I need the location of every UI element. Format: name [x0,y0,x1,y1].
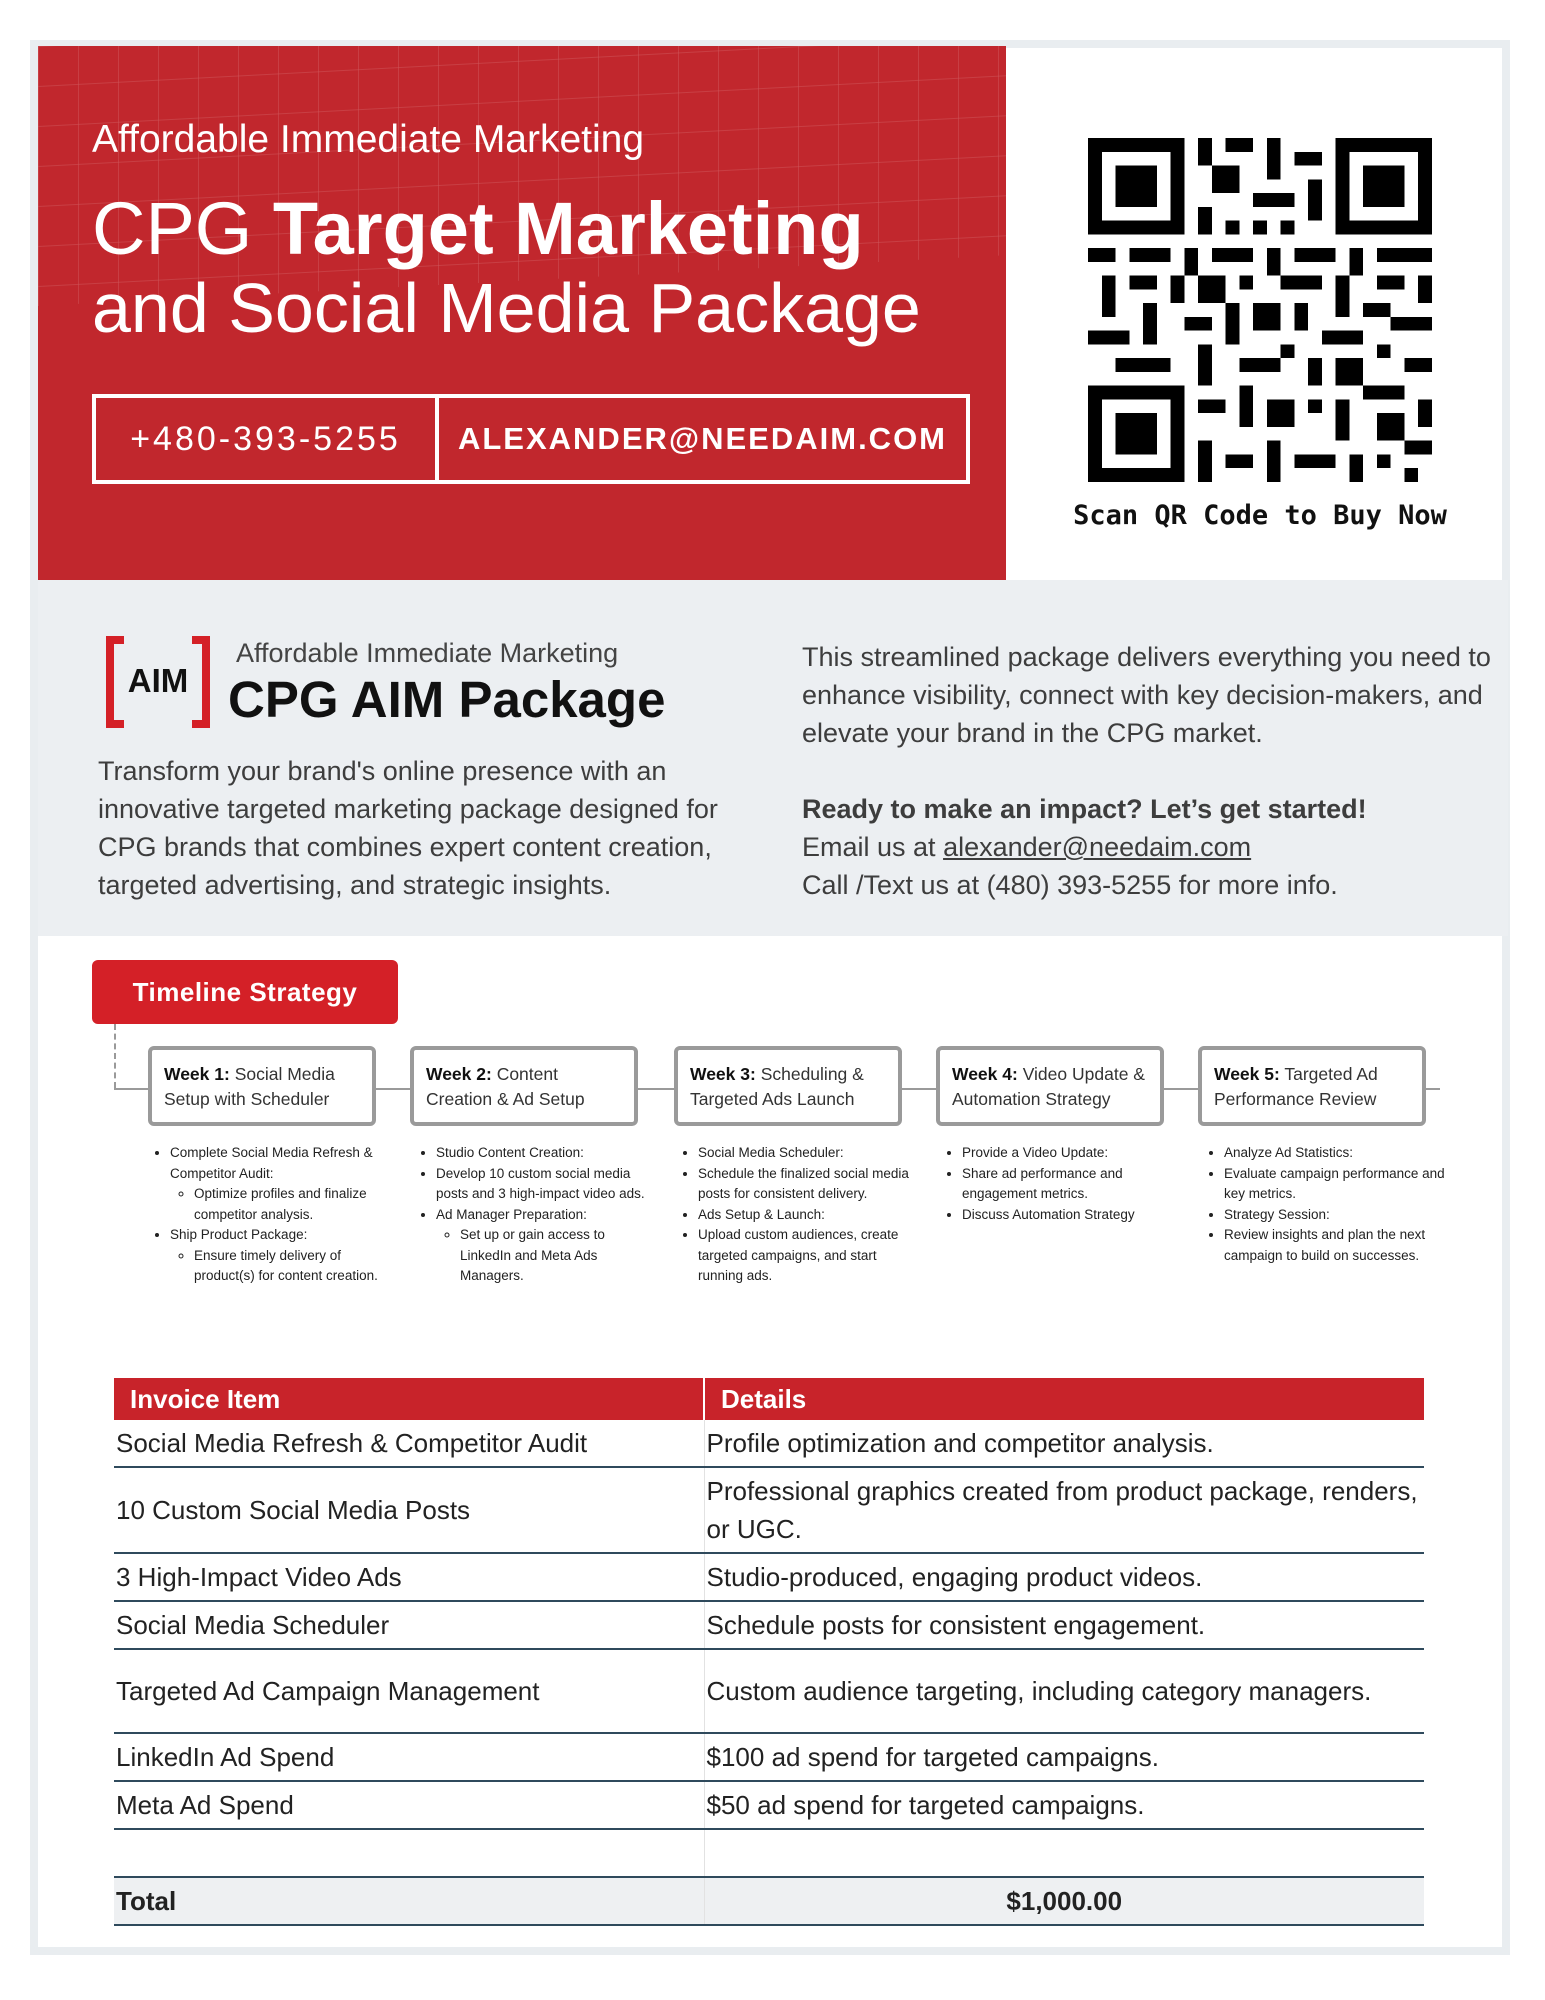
week-title: Video Update & Automation Strategy [952,1064,1145,1109]
week-1-tasks [152,1143,392,1287]
hero-subtitle: Affordable Immediate Marketing [92,118,645,161]
intro-cta: Ready to make an impact? Let’s get started! [802,794,1367,824]
column-header-details: Details [704,1378,1424,1420]
table-row [114,1733,1424,1781]
timeline-connector-h [114,1088,148,1090]
intro-email-line [802,828,1492,866]
intro-call-line: Call /Text us at (480) 393-5255 for more info. [802,870,1338,900]
item-cell: Social Media Scheduler [114,1601,704,1649]
hero-title [92,186,864,271]
week-4-tasks [944,1143,1184,1225]
item-cell: Targeted Ad Campaign Management [114,1649,704,1733]
week-5-tasks [1206,1143,1446,1266]
week-label: Week 5: [1214,1064,1280,1084]
list-item: • Develop 10 custom social media posts and 3 high-impact video ads. [436,1164,658,1205]
timeline-connector [114,1024,116,1088]
list-item: • Complete Social Media Refresh & Competitor Audit: [170,1143,392,1184]
invoice-table [114,1378,1424,1926]
intro-title: CPG AIM Package [228,671,666,728]
total-label: Total [114,1877,704,1925]
item-cell: 3 High-Impact Video Ads [114,1553,704,1601]
qr-code-icon[interactable] [1088,138,1432,482]
table-row [114,1649,1424,1733]
week-label: Week 1: [164,1064,230,1084]
week-4-card [936,1046,1164,1126]
week-2-card [410,1046,638,1126]
email-link[interactable]: ALEXANDER@NEEDAIM.COM [457,421,948,456]
table-row [114,1601,1424,1649]
hero-title-line2: and Social Media Package [92,269,921,347]
details-cell: Custom audience targeting, including category managers. [704,1649,1424,1733]
list-item: • Ads Setup & Launch: [698,1205,920,1226]
list-item: • Share ad performance and engagement metrics. [962,1164,1184,1205]
table-row [114,1467,1424,1553]
week-1-card [148,1046,376,1126]
total-row [114,1877,1424,1925]
contact-box [92,394,970,484]
list-item: • Social Media Scheduler: [698,1143,920,1164]
table-header-row [114,1378,1424,1420]
list-item: • Studio Content Creation: [436,1143,658,1164]
empty-cell [704,1829,1424,1877]
week-title: Targeted Ad Performance Review [1214,1064,1378,1109]
list-item: • Provide a Video Update: [962,1143,1184,1164]
hero-banner [38,46,1006,580]
item-cell: 10 Custom Social Media Posts [114,1467,704,1553]
table-row-empty [114,1829,1424,1877]
table-row [114,1420,1424,1467]
week-title: Content Creation & Ad Setup [426,1064,585,1109]
week-title: Scheduling & Targeted Ads Launch [690,1064,864,1109]
details-cell: $100 ad spend for targeted campaigns. [704,1733,1424,1781]
hero-title-bold: Target Marketing [272,187,864,270]
week-3-card [674,1046,902,1126]
list-item: • Strategy Session: [1224,1205,1446,1226]
intro-description: Transform your brand's online presence with an innovative targeted marketing package designed for CPG brands that combines expert content creation, targeted advertising, and strategic insights. [98,756,718,900]
week-label: Week 3: [690,1064,756,1084]
total-value: $1,000.00 [704,1877,1424,1925]
timeline-tag: Timeline Strategy [92,960,398,1024]
phone-link[interactable]: +480-393-5255 [96,398,439,480]
list-item: • Evaluate campaign performance and key metrics. [1224,1164,1446,1205]
hero-title-light: CPG [92,187,273,270]
week-label: Week 2: [426,1064,492,1084]
week-title: Social Media Setup with Scheduler [164,1064,335,1109]
qr-caption: Scan QR Code to Buy Now [1073,500,1447,531]
week-3-tasks [680,1143,920,1287]
details-cell: Studio-produced, engaging product videos. [704,1553,1424,1601]
intro-summary: This streamlined package delivers everything you need to enhance visibility, connect with key decision-makers, and elevate your brand in the CPG market. [802,642,1491,748]
intro-email-link[interactable]: alexander@needaim.com [943,832,1252,862]
week-5-card [1198,1046,1426,1126]
item-cell: Meta Ad Spend [114,1781,704,1829]
aim-logo [106,636,210,728]
empty-cell [114,1829,704,1877]
list-item: ◦ Optimize profiles and finalize competitor analysis. [194,1184,392,1225]
list-item: ◦ Ensure timely delivery of product(s) for content creation. [194,1246,392,1287]
week-2-tasks [418,1143,658,1287]
details-cell: Schedule posts for consistent engagement. [704,1601,1424,1649]
list-item: • Discuss Automation Strategy [962,1205,1184,1226]
list-item: • Upload custom audiences, create targeted campaigns, and start running ads. [698,1225,920,1287]
intro-right-column [802,638,1492,904]
list-item: • Analyze Ad Statistics: [1224,1143,1446,1164]
details-cell: Profile optimization and competitor analysis. [704,1420,1424,1467]
list-item: • Schedule the finalized social media posts for consistent delivery. [698,1164,920,1205]
email-prefix: Email us at [802,832,944,862]
column-header-item: Invoice Item [114,1378,704,1420]
item-cell: LinkedIn Ad Spend [114,1733,704,1781]
logo-text: AIM [127,662,189,699]
logo-bracket-right [192,636,210,728]
list-item: • Review insights and plan the next campaign to build on successes. [1224,1225,1446,1266]
item-cell: Social Media Refresh & Competitor Audit [114,1420,704,1467]
week-label: Week 4: [952,1064,1018,1084]
list-item: ◦ Set up or gain access to LinkedIn and Meta Ads Managers. [460,1225,658,1287]
table-row [114,1553,1424,1601]
list-item: • Ship Product Package: [170,1225,392,1246]
table-row [114,1781,1424,1829]
details-cell: Professional graphics created from product package, renders, or UGC. [704,1467,1424,1553]
details-cell: $50 ad spend for targeted campaigns. [704,1781,1424,1829]
intro-kicker: Affordable Immediate Marketing [236,638,619,668]
list-item: • Ad Manager Preparation: [436,1205,658,1226]
